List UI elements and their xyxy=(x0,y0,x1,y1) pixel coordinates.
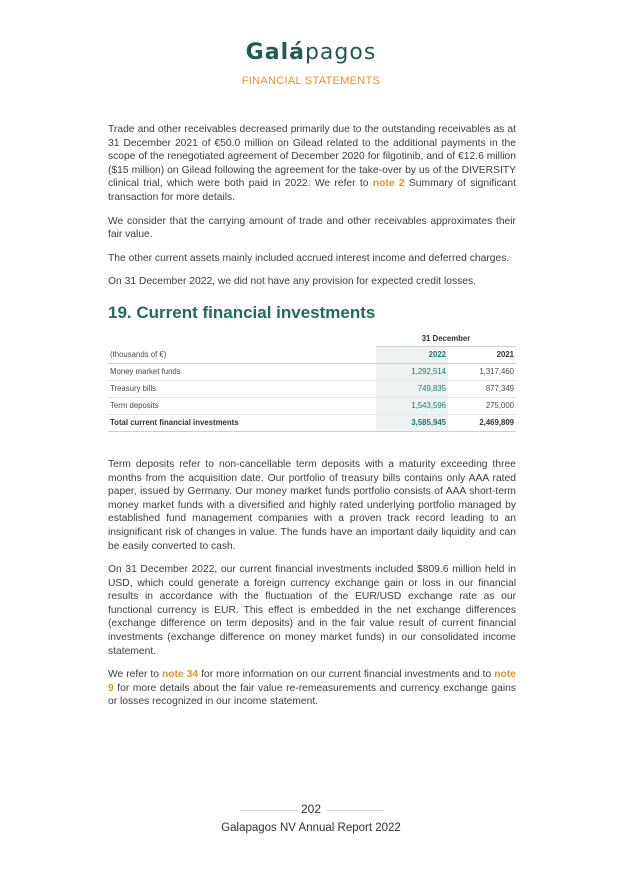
value-2021: 877,349 xyxy=(448,380,516,397)
value-2022: 749,835 xyxy=(376,380,448,397)
table-total-row xyxy=(108,414,516,431)
page-number: 202 xyxy=(300,802,322,816)
total-2022: 3,585,945 xyxy=(376,414,448,431)
paragraph-references xyxy=(108,668,516,709)
value-2021: 1,317,460 xyxy=(448,363,516,380)
total-2021: 2,469,809 xyxy=(448,414,516,431)
report-title: Galapagos NV Annual Report 2022 xyxy=(221,822,401,834)
table-unit-label: (thousands of €) xyxy=(108,346,376,363)
paragraph-fair-value: We consider that the carrying amount of trade and other receivables approximates their fair value. xyxy=(108,215,516,241)
paragraph-text: for more details about the fair value re-remeasurements and currency exchange gains or losses recognized in our income statement. xyxy=(108,682,516,708)
total-label: Total current financial investments xyxy=(108,414,376,431)
paragraph-receivables xyxy=(108,123,516,205)
note-34-link[interactable]: note 34 xyxy=(161,669,199,681)
table-group-header: 31 December xyxy=(376,331,516,347)
page-content xyxy=(108,123,516,719)
row-label: Money market funds xyxy=(108,363,376,380)
value-2021: 275,000 xyxy=(448,397,516,414)
paragraph-text: for more information on our current financial investments and to xyxy=(198,669,495,681)
paragraph-text: Summary of significant transaction for more details. xyxy=(108,178,516,203)
row-label: Term deposits xyxy=(108,397,376,414)
table-row xyxy=(108,380,516,397)
table-empty-cell xyxy=(108,331,376,347)
paragraph-term-deposits: Term deposits refer to non-cancellable term deposits with a maturity exceeding three months from the acquisition date. Our portfolio of treasury bills contains only AAA rated paper, issued by Germany. Our money market funds portfolio consists of AAA short-term money market funds with a diversified and highly rated underlying portfolio managed by established fund management companies with a proven track record leading to an insignificant risk of changes in value. The funds have an important daily liquidity and can be easily converted to cash. xyxy=(108,458,516,552)
table-row xyxy=(108,397,516,414)
financial-investments-table xyxy=(108,331,516,432)
paragraph-other-assets: The other current assets mainly included accrued interest income and deferred charges. xyxy=(108,252,510,264)
company-logo xyxy=(0,40,622,65)
column-header-2022: 2022 xyxy=(376,346,448,363)
logo-light-part: pagos xyxy=(304,40,377,65)
paragraph-credit-losses: On 31 December 2022, we did not have any provision for expected credit losses. xyxy=(108,276,477,288)
note-9-link[interactable]: note 9 xyxy=(108,669,516,694)
paragraph-text: We refer to xyxy=(108,669,162,681)
note-2-link[interactable]: note 2 xyxy=(372,178,405,190)
table-row xyxy=(108,363,516,380)
value-2022: 1,292,514 xyxy=(376,363,448,380)
row-label: Treasury bills xyxy=(108,380,376,397)
value-2022: 1,543,596 xyxy=(376,397,448,414)
paragraph-text: Trade and other receivables decreased primarily due to the outstanding receivables as at 31 December 2021 of €50.0 million on Gilead related to the additional payments in the scope of the renegotiated agreement of December 2020 for filgotinib, and of €12.6 million ($15 million) on Gilead following the agreement for the take-over by us of the DIVERSITY clinical trial, which were both paid in 2022. We refer to xyxy=(108,124,516,190)
section-header: FINANCIAL STATEMENTS xyxy=(241,75,381,87)
section-title: 19. Current financial investments xyxy=(108,302,376,322)
paragraph-usd-holdings: On 31 December 2022, our current financial investments included $809.6 million held in USD, which could generate a foreign currency exchange gain or loss in our financial results in accordance with the fluctuation of the EUR/USD exchange rate as our functional currency is EUR. This effect is embedded in the net exchange differences (exchange difference on term deposits) and in the fair value result of current financial investments (exchange difference on money market funds) in our consolidated income statement. xyxy=(108,564,516,657)
column-header-2021: 2021 xyxy=(448,346,516,363)
logo-bold-part: Galá xyxy=(245,40,305,65)
